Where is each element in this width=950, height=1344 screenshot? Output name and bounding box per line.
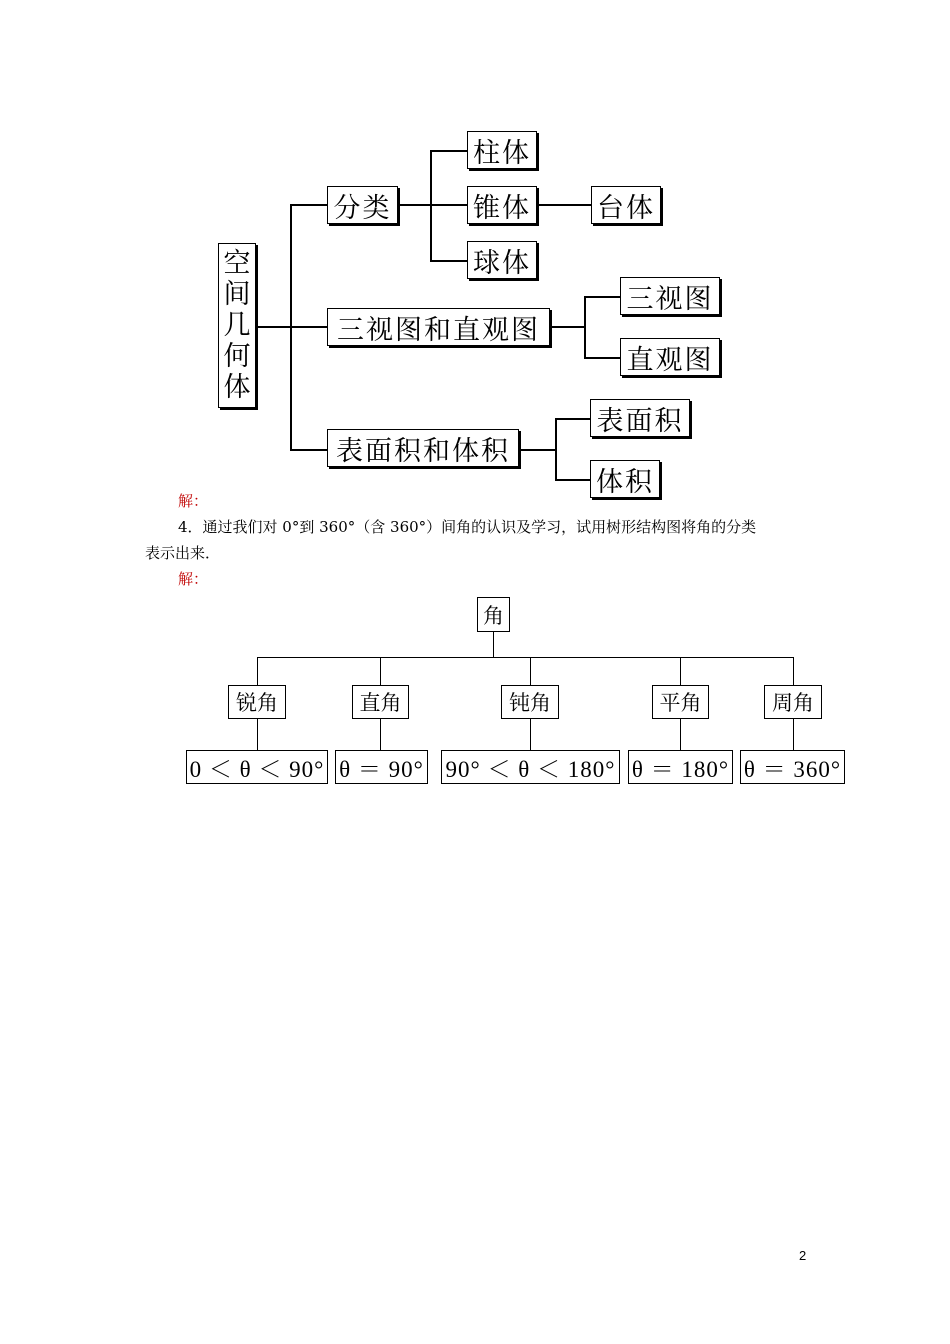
connector	[584, 296, 586, 357]
connector	[257, 657, 794, 658]
connector	[550, 326, 585, 328]
node-area-and-volume: 表面积和体积	[327, 429, 519, 467]
connector	[584, 296, 620, 298]
root-char: 空	[223, 248, 251, 279]
node-classification: 分类	[327, 186, 398, 224]
connector	[257, 719, 258, 750]
connector	[793, 657, 794, 685]
connector	[680, 657, 681, 685]
node-full-angle: 周角	[764, 685, 822, 719]
range-obtuse: 90° ＜ θ ＜ 180°	[441, 750, 620, 784]
range-right: θ ＝ 90°	[335, 750, 428, 784]
range-straight: θ ＝ 180°	[628, 750, 733, 784]
node-pyramid-cone: 锥体	[467, 186, 537, 224]
node-obtuse-angle: 钝角	[501, 685, 559, 719]
root-char: 体	[223, 372, 251, 403]
connector	[555, 418, 557, 479]
range-full: θ ＝ 360°	[740, 750, 845, 784]
connector	[256, 326, 291, 328]
node-prism-cylinder: 柱体	[467, 131, 537, 169]
node-surface-area: 表面积	[590, 399, 690, 437]
node-angle-root: 角	[477, 597, 510, 632]
node-three-views: 三视图	[620, 277, 720, 315]
node-frustum: 台体	[591, 186, 661, 224]
node-volume: 体积	[590, 460, 660, 498]
connector	[530, 657, 531, 685]
connector	[537, 204, 591, 206]
connector	[555, 479, 590, 481]
node-intuitive-drawing: 直观图	[620, 338, 720, 376]
connector	[398, 204, 431, 206]
connector	[519, 449, 556, 451]
node-acute-angle: 锐角	[228, 685, 286, 719]
node-views-and-intuitive: 三视图和直观图	[327, 308, 550, 346]
question-4-line2: 表示出来．	[145, 544, 221, 562]
connector	[430, 204, 467, 206]
connector	[584, 357, 620, 359]
connector	[380, 657, 381, 685]
connector	[493, 632, 494, 658]
connector	[530, 719, 531, 750]
node-sphere: 球体	[467, 241, 537, 279]
connector	[680, 719, 681, 750]
node-right-angle: 直角	[352, 685, 409, 719]
connector	[793, 719, 794, 750]
connector	[430, 150, 467, 152]
connector	[257, 657, 258, 685]
question-4-line1: 4．通过我们对 0°到 360°（含 360°）间角的认识及学习，试用树形结构图将角的分类	[178, 518, 757, 536]
root-char: 几	[223, 310, 251, 341]
connector	[290, 204, 327, 206]
connector	[290, 326, 327, 328]
answer-label: 解：	[178, 570, 209, 588]
connector	[380, 719, 381, 750]
page-number: 2	[799, 1248, 807, 1263]
range-acute: 0 ＜ θ ＜ 90°	[186, 750, 328, 784]
answer-label: 解：	[178, 492, 209, 510]
root-space-geometry	[218, 243, 256, 408]
connector	[555, 418, 590, 420]
node-straight-angle: 平角	[652, 685, 709, 719]
connector	[290, 449, 327, 451]
root-char: 间	[223, 279, 251, 310]
connector	[430, 260, 467, 262]
root-char: 何	[223, 341, 251, 372]
